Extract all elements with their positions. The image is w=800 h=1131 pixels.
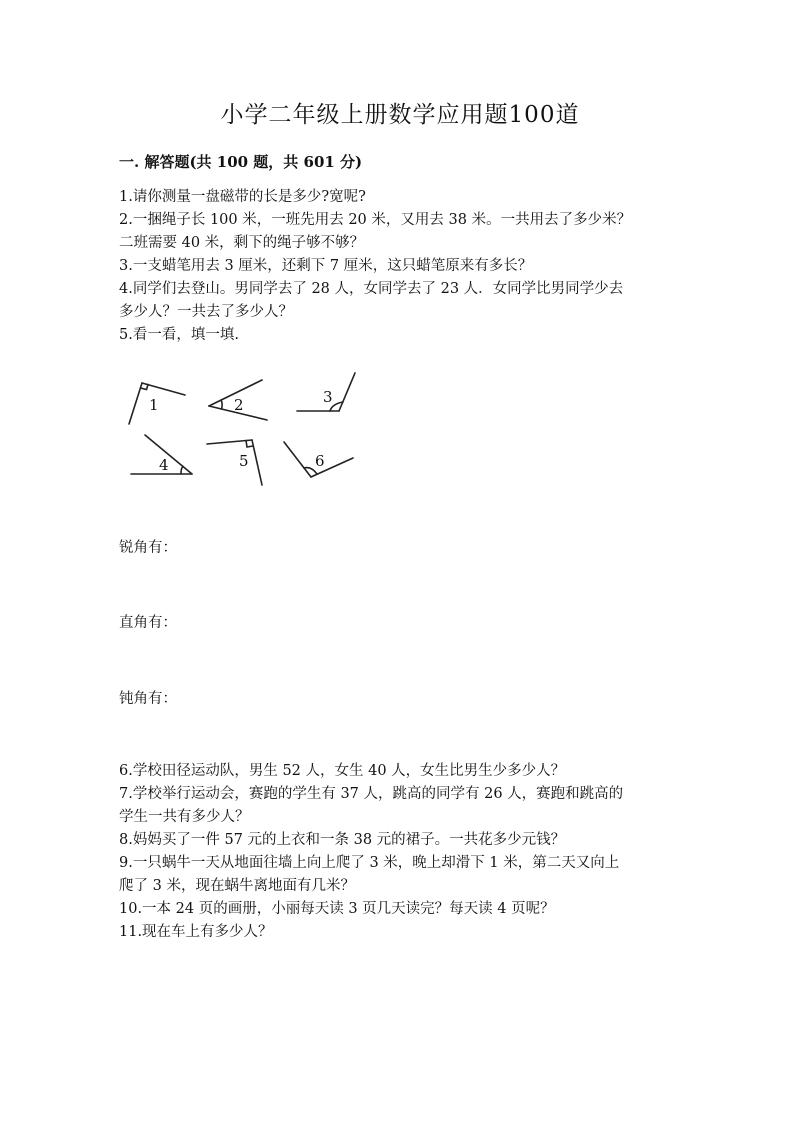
angle-label-6: 6 (315, 452, 325, 470)
acute-angles-blank: 锐角有： (119, 540, 177, 556)
right-angles-blank: 直角有： (119, 615, 177, 631)
question-list-b (119, 760, 689, 944)
question-line: 学生一共有多少人？ (119, 809, 250, 825)
question-line: 9.一只蜗牛一天从地面往墙上向上爬了 3 米，晚上却滑下 1 米，第二天又向上 (119, 855, 620, 871)
angle-label-5: 5 (239, 452, 249, 470)
question-line: 4.同学们去登山。男同学去了 28 人，女同学去了 23 人．女同学比男同学少去 (119, 281, 624, 297)
angles-figure (119, 368, 369, 492)
question-line: 多少人？一共去了多少人？ (119, 304, 293, 320)
question-line: 11.现在车上有多少人？ (119, 924, 273, 940)
question-line: 3.一支蜡笔用去 3 厘米，还剩下 7 厘米，这只蜡笔原来有多长？ (119, 258, 533, 274)
angle-label-4: 4 (159, 456, 169, 474)
question-list-a (119, 186, 689, 347)
question-line: 1.请你测量一盘磁带的长是多少?宽呢? (119, 189, 366, 205)
question-line: 6.学校田径运动队，男生 52 人，女生 40 人，女生比男生少多少人？ (119, 763, 566, 779)
angle-label-3: 3 (323, 388, 333, 406)
question-line: 8.妈妈买了一件 57 元的上衣和一条 38 元的裙子。一共花多少元钱？ (119, 832, 566, 848)
angle-5 (207, 440, 262, 485)
question-line: 7.学校举行运动会，赛跑的学生有 37 人，跳高的同学有 26 人，赛跑和跳高的 (119, 786, 624, 802)
angle-label-1: 1 (149, 396, 159, 414)
question-line: 2.一捆绳子长 100 米，一班先用去 20 米，又用去 38 米。一共用去了多少米？ (119, 212, 632, 228)
section-heading: 一. 解答题(共 100 题，共 601 分) (119, 153, 363, 171)
question-line: 5.看一看，填一填. (119, 327, 239, 343)
question-line: 二班需要 40 米，剩下的绳子够不够？ (119, 235, 365, 251)
obtuse-angles-blank: 钝角有： (119, 691, 177, 707)
page-title: 小学二年级上册数学应用题100道 (220, 102, 580, 128)
question-line: 爬了 3 米，现在蜗牛离地面有几米？ (119, 878, 355, 894)
question-line: 10.一本 24 页的画册，小丽每天读 3 页几天读完？每天读 4 页呢？ (119, 901, 555, 917)
angle-label-2: 2 (234, 396, 244, 414)
